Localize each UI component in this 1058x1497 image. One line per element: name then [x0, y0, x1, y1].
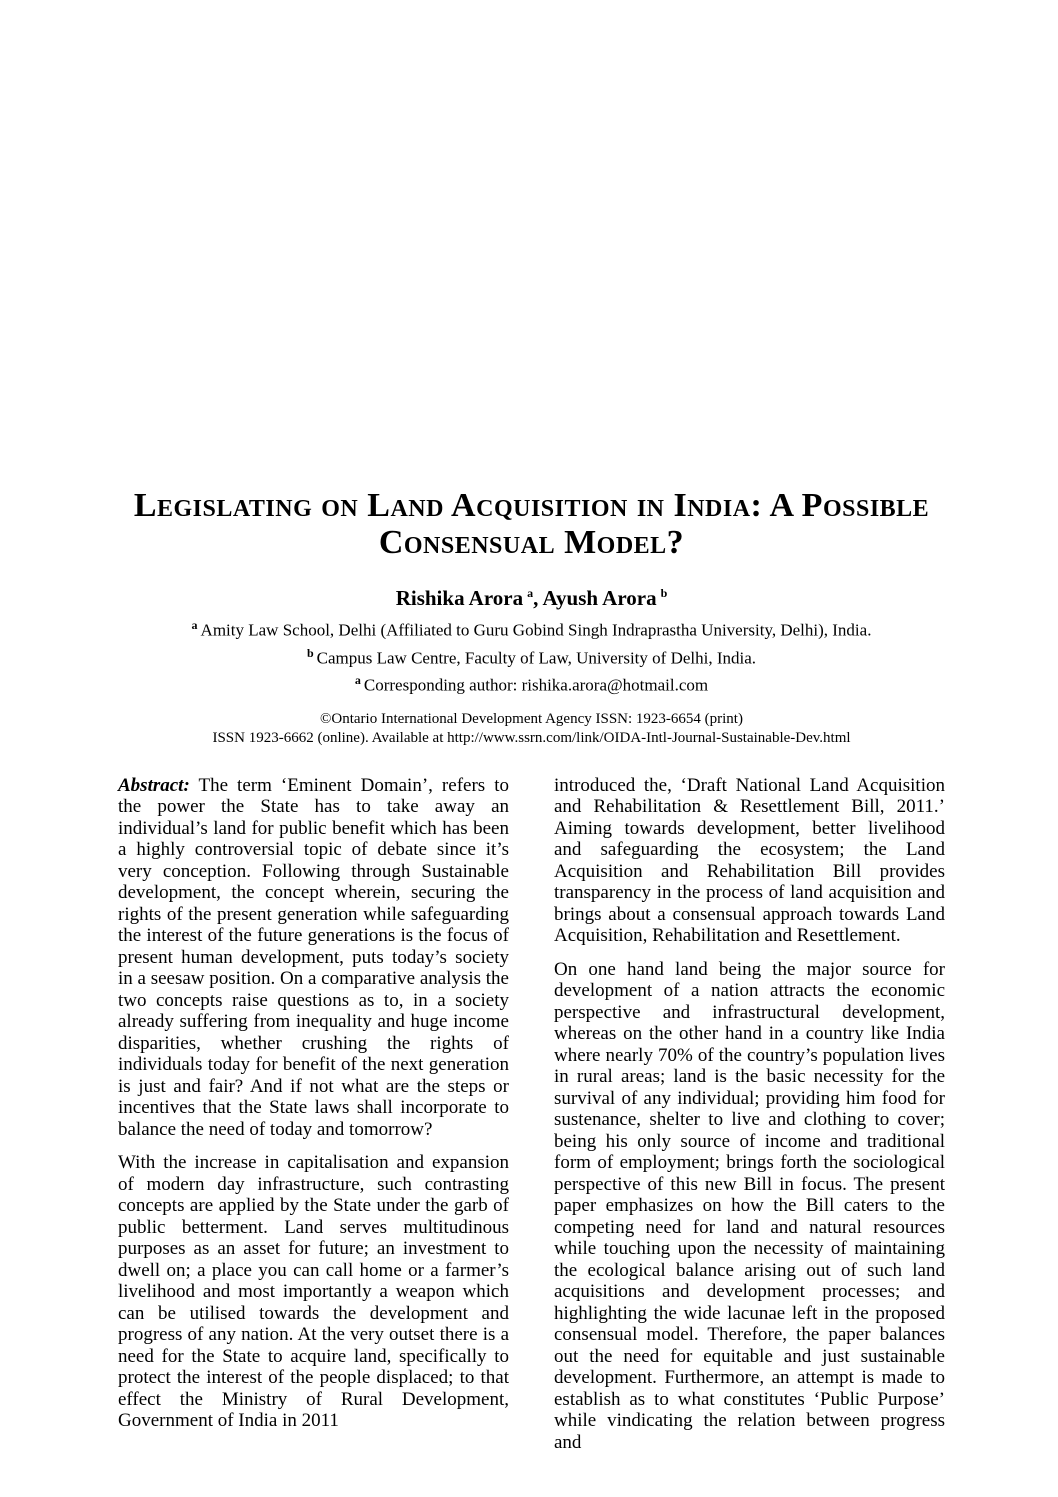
affiliation-1-text: Amity Law School, Delhi (Affiliated to Guru Gobind Singh Indraprastha University, Delhi), India. — [200, 620, 872, 640]
publisher-issn-print-line: ©Ontario International Development Agency ISSN: 1923-6654 (print) — [320, 710, 743, 727]
author-1-name: Rishika Arora — [395, 586, 524, 610]
affiliation-2-text: Campus Law Centre, Faculty of Law, University of Delhi, India. — [316, 648, 757, 668]
affiliation-line-2 — [118, 642, 945, 670]
corresponding-author-mark: a — [354, 673, 361, 688]
right-column — [554, 775, 945, 1466]
author-2-name: Ayush Arora — [542, 586, 657, 610]
abstract-paragraph-4: On one hand land being the major source for development of a nation attracts the economic perspective and infrastructural development, whereas on the other hand in a country like India where nearly 70% of the country’s population lives in rural areas; land is the basic necessity for the survival of any individual; providing him food for sustenance, shelter to live and clothing to cover; being his only source of income and traditional form of employment; brings forth the sociological perspective of this new Bill in focus. The present paper emphasizes on how the Bill caters to the competing need for land and natural resources while touching upon the necessity of maintaining the ecological balance arising out of such land acquisitions and development processes; and highlighting the wide lacunae left in the proposed consensual model. Therefore, the paper balances out the need for equitable and just sustainable development. Furthermore, an attempt is made to establish as to what constitutes ‘Public Purpose’ while vindicating the relation between progress and — [554, 958, 945, 1453]
author-2-affiliation-mark: b — [660, 586, 668, 600]
abstract-paragraph-2: With the increase in capitalisation and expansion of modern day infrastructure, such contrasting concepts are applied by the State under the garb of public betterment. Land serves multitudinous purposes as an asset for future; an investment to dwell on; a place you can call home or a farmer’s livelihood and most importantly a weapon which can be utilised towards the development and progress of any nation. At the very outset there is a need for the State to acquire land, specifically to protect the interest of the people displaced; to that effect the Ministry of Rural Development, Government of India in 2011 — [118, 1152, 509, 1432]
body-columns — [118, 775, 945, 1466]
affiliation-1-mark: a — [191, 618, 198, 632]
affiliation-line-1 — [118, 614, 945, 642]
left-column — [118, 775, 509, 1466]
paper-title-line-1: Legislating on Land Acquisition in India: A Possible — [133, 487, 930, 524]
publisher-block — [118, 710, 945, 748]
abstract-paragraph-1-text: The term ‘Eminent Domain’, refers to the power the State has to take away an individual’s land for public benefit which has been a highly controversial topic of debate since it’s very conception. Following through Sustainable development, the concept wherein, securing the rights of the present generation while safeguarding the interest of the future generations is the focus of present human development, puts today’s society in a seesaw position. On a comparative analysis the two concepts raise questions as to, in a society already suffering from inequality and huge income disparities, whether crushing the rights of individuals today for benefit of the next generation is just and fair? And if not what are the steps or incentives that the State laws shall incorporate to balance the need of today and tomorrow? — [118, 774, 509, 1140]
paper-title-line-2: Consensual Model? — [378, 524, 685, 561]
abstract-label: Abstract: — [118, 774, 190, 796]
authors-separator: , — [533, 586, 543, 610]
corresponding-author-line — [118, 669, 945, 697]
paper-title — [118, 487, 945, 561]
affiliations-block — [118, 614, 945, 697]
affiliation-2-mark: b — [306, 645, 314, 660]
author-1-affiliation-mark: a — [527, 586, 534, 600]
authors-line — [118, 580, 945, 611]
corresponding-author-text: Corresponding author: rishika.arora@hotmail.com — [363, 675, 709, 695]
abstract-paragraph-1 — [118, 775, 509, 1141]
publisher-issn-online-line: ISSN 1923-6662 (online). Available at http://www.ssrn.com/link/OIDA-Intl-Journal-Sustainable-Dev.html — [212, 729, 851, 746]
abstract-paragraph-3: introduced the, ‘Draft National Land Acquisition and Rehabilitation & Resettlement Bill, 2011.’ Aiming towards development, better livelihood and safeguarding the ecosystem; the Land Acquisition and Rehabilitation Bill provides transparency in the process of land acquisition and brings about a consensual approach towards Land Acquisition, Rehabilitation and Resettlement. — [554, 774, 945, 947]
